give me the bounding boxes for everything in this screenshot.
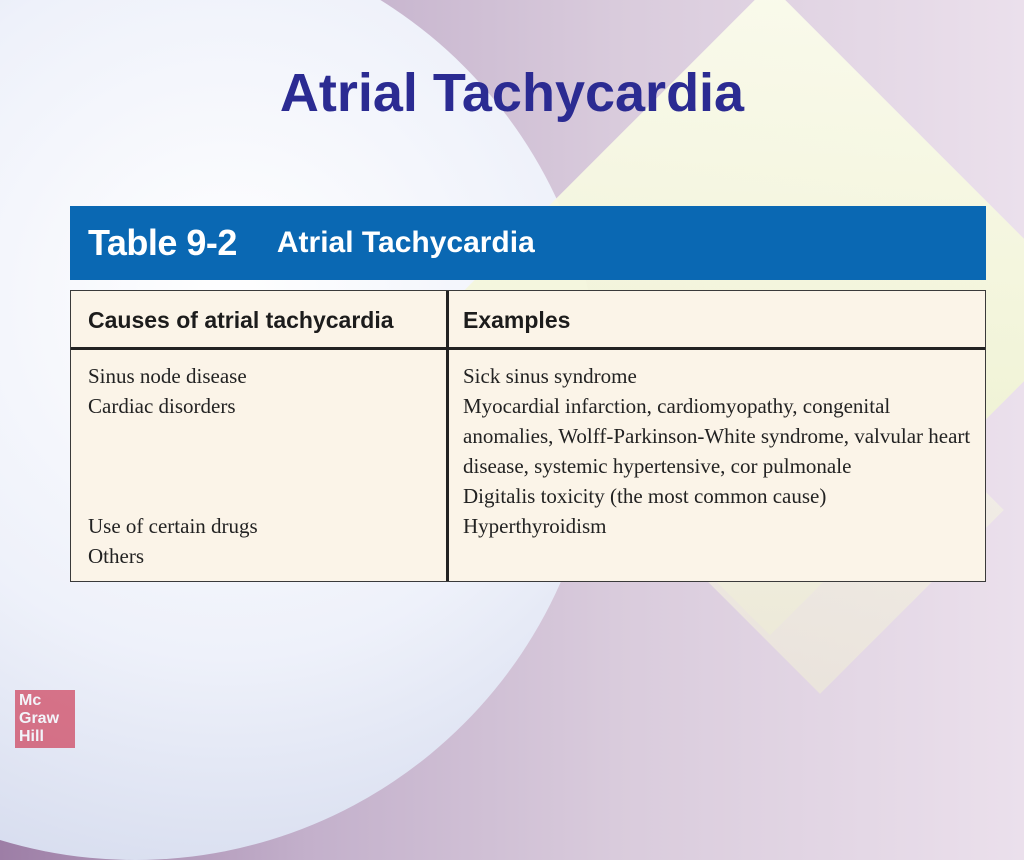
logo-line: Hill [19, 728, 44, 745]
table-row-example: Sick sinus syndrome [463, 364, 637, 388]
table-number: Table 9-2 [88, 222, 237, 263]
causes-table [70, 290, 986, 582]
table-row-example: Digitalis toxicity (the most common cause) [463, 484, 827, 508]
table-row-example: Myocardial infarction, cardiomyopathy, congenital anomalies, Wolff-Parkinson-White syndrome, valvular heart disease, systemic hypertensive, cor pulmonale [463, 394, 971, 478]
table-caption: Atrial Tachycardia [276, 226, 535, 259]
column-header-examples: Examples [463, 307, 571, 333]
column-header-causes: Causes of atrial tachycardia [88, 307, 394, 333]
logo-line: Mc [19, 692, 42, 709]
logo-line: Graw [19, 710, 60, 727]
table-row-cause: Sinus node disease [88, 364, 247, 388]
examples-column [463, 361, 973, 541]
causes-column [88, 361, 438, 571]
table-title-bar [70, 206, 986, 280]
table-row-cause: Cardiac disorders [88, 394, 236, 418]
mcgraw-hill-logo [15, 690, 75, 748]
table-row-example: Hyperthyroidism [463, 514, 607, 538]
header-rule [71, 347, 985, 350]
column-divider [446, 291, 449, 581]
table-row-cause: Use of certain drugs [88, 514, 258, 538]
slide-title: Atrial Tachycardia [279, 63, 745, 123]
table-row-cause: Others [88, 544, 144, 568]
